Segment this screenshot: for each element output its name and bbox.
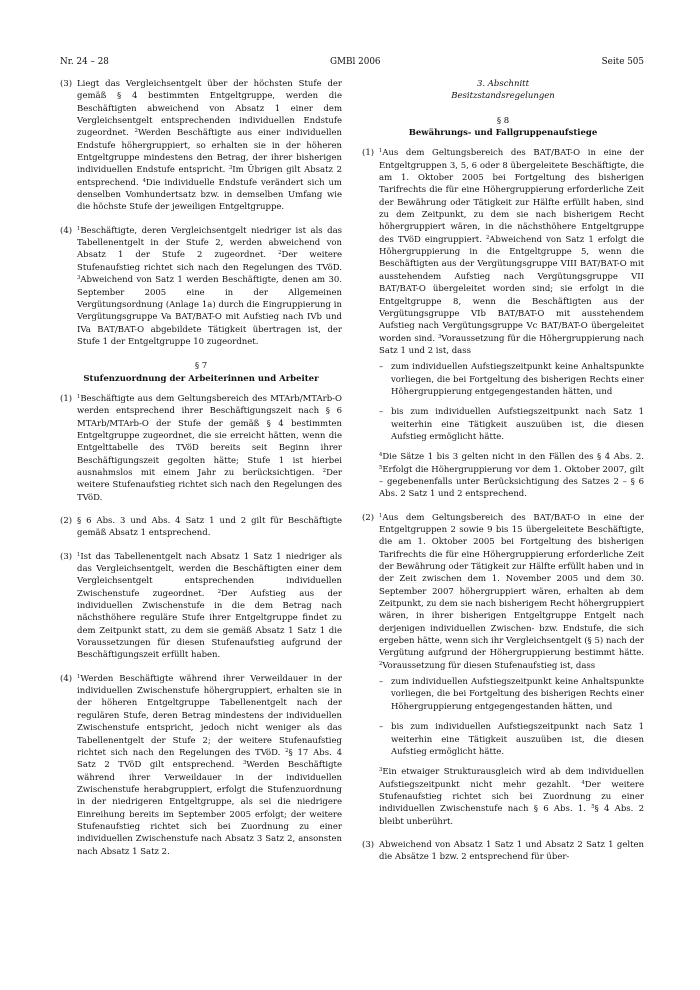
right-column: [362, 78, 644, 875]
paragraph-number: (3): [60, 551, 73, 562]
paragraph-number: (4): [60, 225, 73, 236]
paragraph-7-1: [60, 393, 342, 504]
chapter-title: Besitzstandsregelungen: [451, 91, 555, 102]
publication-title: GMBl 2006: [330, 57, 381, 67]
paragraph-number: (1): [362, 148, 375, 159]
paragraph-continuation: $^4$Die Sätze 1 bis 3 gelten nicht in den Fällen des § 4 Abs. 2. $^5$Erfolgt die Höhergruppierung vor dem 1. Oktober 2007, gilt – gegebenenfalls unter Berücksichtigung des Satzes 2 – § 6 Abs. 2 Satz 1 und 2 entsprechend.: [379, 452, 644, 500]
list-item-text: bis zum individuellen Aufstiegszeitpunkt nach Satz 1 weiterhin eine Tätigkeit auszuüben ist, die diesen Aufstieg ermöglicht hätte.: [391, 407, 644, 442]
left-column: [60, 78, 342, 875]
paragraph-text: $^1$Werden Beschäftigte während ihrer Verweildauer in der individuellen Zwischenstufe höhergruppiert, erhalten sie in der höheren Entgeltgruppe Tabellenentgelt nach der regulären Stufe, deren Betrag mindestens der individuellen Zwischenstufe entspricht, jedoch nicht weniger als das Tabellenentgelt der Stufe 2; der weitere Stufenaufstieg richtet sich nach den Regelungen des TVöD. $^2$§ 17 Abs. 4 Satz 2 TVöD gilt entsprechend. $^3$Werden Beschäftigte während ihrer Verweildauer in der individuellen Zwischenstufe herabgruppiert, erfolgt die Stufenzuordnung in der niedrigeren Entgeltgruppe, als sei die niedrigere Einreihung bereits im September 2005 erfolgt; der weitere Stufenaufstieg richtet sich bei Zuordnung zu einer individuellen Zwischenstufe nach Absatz 3 Satz 2, ansonsten nach Absatz 1 Satz 2.: [77, 673, 342, 857]
paragraph-text: $^1$Beschäftigte aus dem Geltungsbereich des MTArb/MTArb-O werden entsprechend ihrer Beschäftigungszeit nach § 6 MTArb/MTArb-O der Stufe der gemäß § 4 bestimmten Entgeltgruppe zugeordnet, die sie erreicht hätten, wenn die Entgelttabelle des TVöD bereits seit Beginn ihrer Beschäftigungszeit gegolten hätte; Stufe 1 ist hierbei ausnahmslos mit einem Jahr zu berücksichtigen. $^2$Der weitere Stufenaufstieg richtet sich nach den Regelungen des TVöD.: [77, 393, 342, 503]
page-number: Seite 505: [601, 57, 644, 67]
section-8-number: § 8: [496, 115, 510, 126]
dash-bullet: –: [379, 722, 384, 733]
condition-list: [379, 676, 644, 758]
paragraph-6-4: [60, 225, 342, 348]
paragraph-text: $^1$Aus dem Geltungsbereich des BAT/BAT-O in eine der Entgeltgruppen 2 sowie 9 bis 15 übergeleitete Beschäftigte, die am 1. Oktober 2005 bei Fortgeltung des bisherigen Tarifrechts die für eine Höhergruppierung erforderliche Zeit der Bewährung oder Tätigkeit zur Hälfte erfüllt haben und in der Zeit zwischen dem 1. November 2005 und dem 30. September 2007 höhergruppiert wären, erhalten ab dem Zeitpunkt, zu dem sie nach bisherigem Recht höhergruppiert wären, in ihrer bisherigen Entgeltgruppe Entgelt nach derjenigen individuellen Zwischen- bzw. Endstufe, die sich ergeben hätte, wenn sich ihr Vergleichsentgelt (§ 5) nach der Vergütung aufgrund der Höhergruppierung bestimmt hätte. $^2$Voraussetzung für diesen Stufenaufstieg ist, dass: [379, 512, 644, 671]
paragraph-number: (1): [60, 393, 73, 404]
paragraph-text: Abweichend von Absatz 1 Satz 1 und Absatz 2 Satz 1 gelten die Absätze 1 bzw. 2 entsprechend für über-: [379, 839, 644, 863]
dash-bullet: –: [379, 677, 384, 688]
dash-bullet: –: [379, 407, 384, 418]
paragraph-number: (3): [362, 839, 375, 850]
list-item: [379, 361, 644, 398]
paragraph-7-2: [60, 515, 342, 540]
list-item: [379, 676, 644, 713]
list-item-text: zum individuellen Aufstiegszeitpunkt keine Anhaltspunkte vorliegen, die bei Fortgeltung des bisherigen Rechts einer Höhergruppierung entgegengestanden hätten, und: [391, 362, 644, 397]
list-item-text: bis zum individuellen Aufstiegszeitpunkt nach Satz 1 weiterhin eine Tätigkeit auszuüben ist, die diesen Aufstieg ermöglicht hätte.: [391, 722, 644, 757]
two-column-body: [60, 78, 644, 875]
paragraph-text: $^1$Aus dem Geltungsbereich des BAT/BAT-O in eine der Entgeltgruppen 3, 5, 6 oder 8 übergeleitete Beschäftigte, die am 1. Oktober 2005 bei Fortgeltung des bisherigen Tarifrechts die für eine Höhergruppierung erforderliche Zeit der Bewährung oder Tätigkeit zur Hälfte erfüllt haben, sind zu dem Zeitpunkt, zu dem sie nach bisherigem Recht höhergruppiert wären, in die nächsthöhere Entgeltgruppe des TVöD eingruppiert. $^2$Abweichend von Satz 1 erfolgt die Höhergruppierung in die Entgeltgruppe 5, wenn die Beschäftigten aus der Vergütungsgruppe VIII BAT/BAT-O mit ausstehendem Aufstieg nach Vergütungsgruppe VII BAT/BAT-O übergeleitet worden sind; sie erfolgt in die Entgeltgruppe 8, wenn die Beschäftigten aus der Vergütungsgruppe VIb BAT/BAT-O mit ausstehendem Aufstieg nach Vergütungsgruppe Vc BAT/BAT-O übergeleitet worden sind. $^3$Voraussetzung für die Höhergruppierung nach Satz 1 und 2 ist, dass: [379, 148, 644, 356]
list-item: [379, 721, 644, 758]
section-7-number: § 7: [194, 361, 208, 372]
paragraph-text: § 6 Abs. 3 und Abs. 4 Satz 1 und 2 gilt für Beschäftigte gemäß Absatz 1 entsprechend.: [77, 516, 342, 539]
list-item: [379, 406, 644, 443]
paragraph-number: (4): [60, 673, 73, 684]
paragraph-6-3: [60, 78, 342, 214]
paragraph-continuation: $^3$Ein etwaiger Strukturausgleich wird ab dem individuellen Aufstiegszeitpunkt nicht mehr gezahlt. $^4$Der weitere Stufenaufstieg richtet sich bei Zuordnung zu einer individuellen Zwischenstufe nach § 6 Abs. 1. $^5$§ 4 Abs. 2 bleibt unberührt.: [379, 767, 644, 827]
paragraph-8-2: [362, 512, 644, 672]
paragraph-7-4: [60, 673, 342, 858]
paragraph-text: Liegt das Vergleichsentgelt über der höchsten Stufe der gemäß § 4 bestimmten Entgeltgruppe, werden die Beschäftigten abweichend von Absatz 1 einer dem Vergleichsentgelt entsprechenden individuellen Endstufe zugeordnet. $^2$Werden Beschäftigte aus einer individuellen Endstufe höhergruppiert, so erhalten sie in der höheren Entgeltgruppe mindestens den Betrag, der ihrer bisherigen individuellen Endstufe entspricht. $^3$Im Übrigen gilt Absatz 2 entsprechend. $^4$Die individuelle Endstufe verändert sich um denselben Vomhundertsatz bzw. in demselben Umfang wie die höchste Stufe der jeweiligen Entgeltgruppe.: [77, 79, 342, 213]
paragraph-text: $^1$Ist das Tabellenentgelt nach Absatz 1 Satz 1 niedriger als das Vergleichsentgelt, werden die Beschäftigten einer dem Vergleichsentgelt entsprechenden individuellen Zwischenstufe zugeordnet. $^2$Der Aufstieg aus der individuellen Zwischenstufe in die dem Betrag nach nächsthöhere reguläre Stufe ihrer Entgeltgruppe findet zu dem Zeitpunkt statt, zu dem sie gemäß Absatz 1 Satz 1 die Voraussetzungen für diesen Stufenaufstieg aufgrund der Beschäftigungszeit erfüllt haben.: [77, 551, 342, 661]
page-header: [60, 0, 644, 68]
paragraph-7-3: [60, 551, 342, 662]
paragraph-8-1: [362, 147, 644, 357]
dash-bullet: –: [379, 362, 384, 373]
paragraph-number: (2): [60, 516, 73, 526]
list-item-text: zum individuellen Aufstiegszeitpunkt keine Anhaltspunkte vorliegen, die bei Fortgeltung des bisherigen Rechts einer Höhergruppierung entgegengestanden hätten, und: [391, 677, 644, 712]
paragraph-8-3: [362, 839, 644, 864]
section-7-title: Stufenzuordnung der Arbeiterinnen und Arbeiter: [83, 373, 319, 384]
paragraph-number: (2): [362, 512, 375, 523]
condition-list: [379, 361, 644, 443]
paragraph-number: (3): [60, 79, 73, 89]
chapter-number: 3. Abschnitt: [476, 79, 529, 89]
paragraph-text: $^1$Beschäftigte, deren Vergleichsentgelt niedriger ist als das Tabellenentgelt in der Stufe 2, werden abweichend von Absatz 1 der Stufe 2 zugeordnet. $^2$Der weitere Stufenaufstieg richtet sich nach den Regelungen des TVöD. $^3$Abweichend von Satz 1 werden Beschäftigte, denen am 30. September 2005 eine in der Allgemeinen Vergütungsordnung (Anlage 1a) durch die Eingruppierung in Vergütungsgruppe Va BAT/BAT-O mit Aufstieg nach IVb und IVa BAT/BAT-O abgebildete Tätigkeit übertragen ist, der Stufe 1 der Entgeltgruppe 10 zugeordnet.: [77, 225, 342, 347]
section-8-title: Bewährungs- und Fallgruppenaufstiege: [408, 128, 598, 139]
issue-number: Nr. 24 – 28: [60, 57, 109, 67]
